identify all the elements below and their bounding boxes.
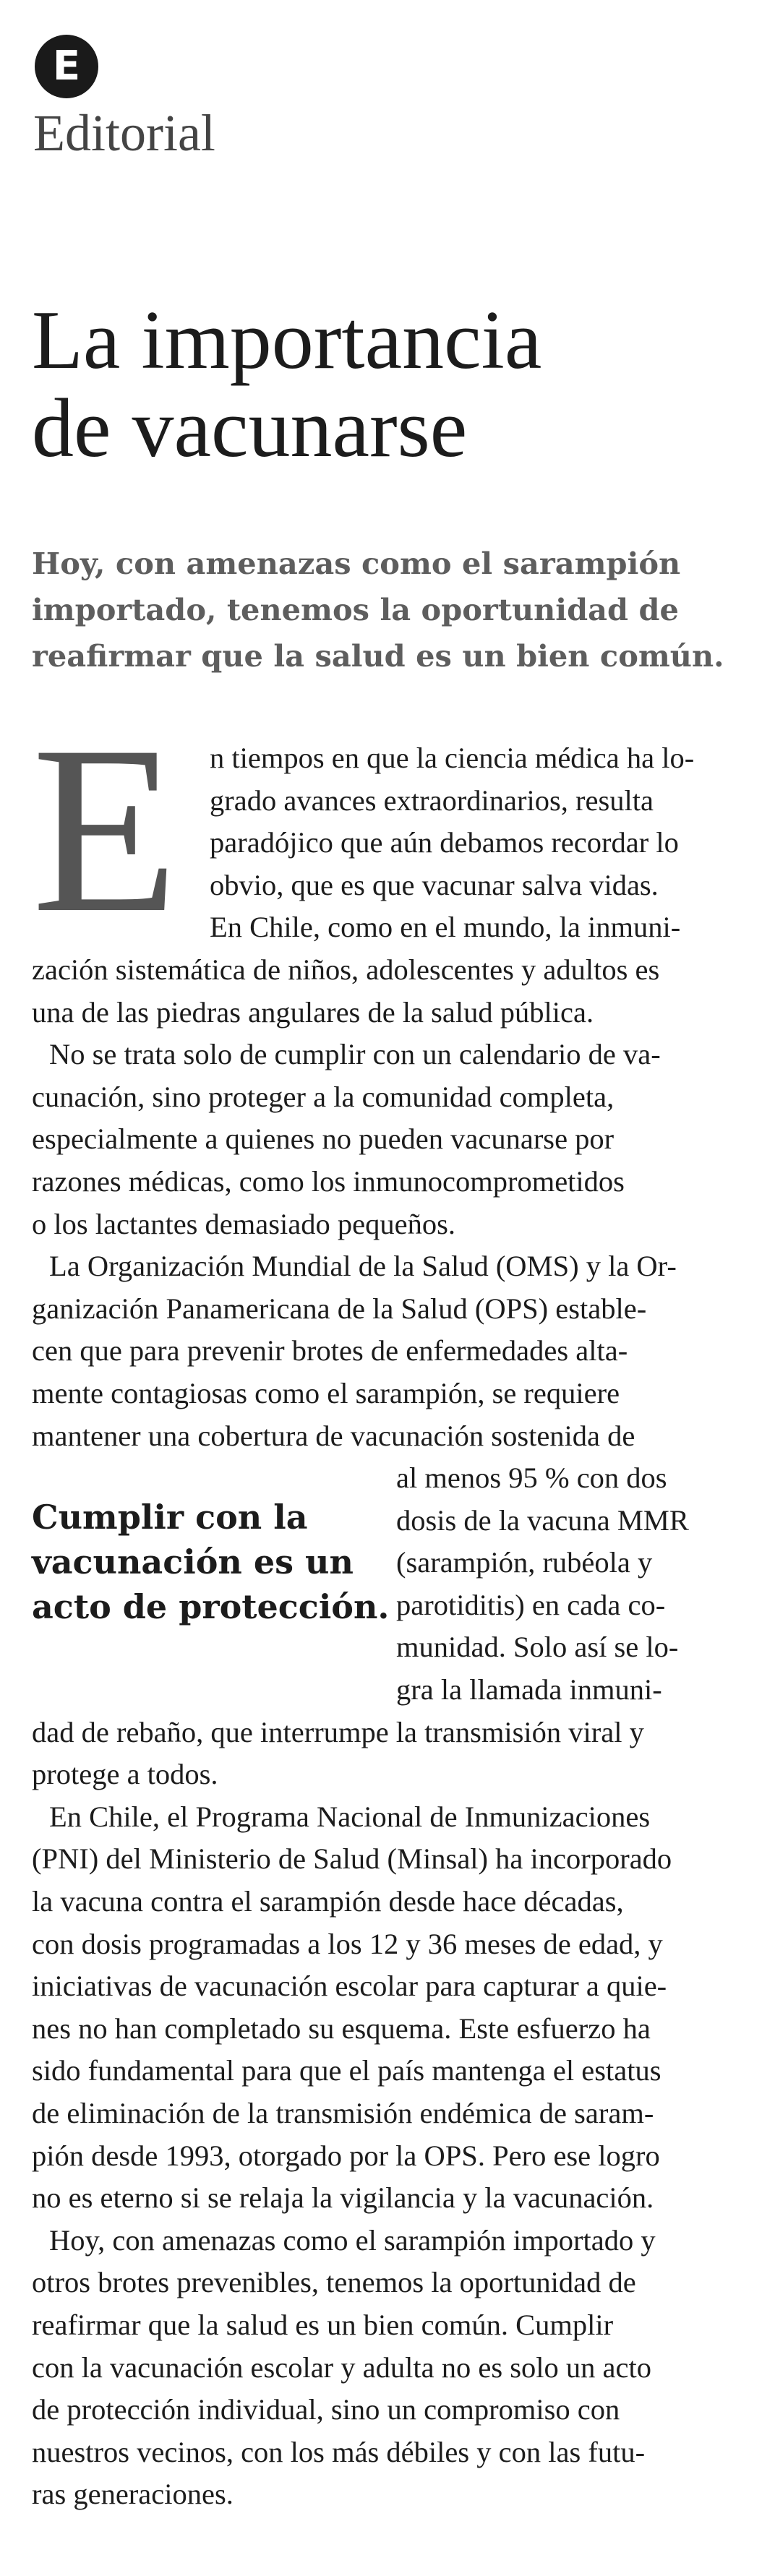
body-line: protege a todos.: [32, 1758, 218, 1791]
headline: [32, 296, 748, 473]
body-line: La Organización Mundial de la Salud (OMS) y la Or-: [49, 1250, 677, 1283]
body-line: mente contagiosas como el sarampión, se requiere: [32, 1376, 620, 1409]
dek-line: reafirmar que la salud es un bien común.: [32, 638, 724, 674]
body-line: nes no han completado su esquema. Este esfuerzo ha: [32, 2012, 651, 2045]
body-line: mantener una cobertura de vacunación sostenida de: [32, 1419, 635, 1452]
body-line: con la vacunación escolar y adulta no es solo un acto: [32, 2350, 651, 2384]
body-line: de protección individual, sino un compromiso con: [32, 2393, 620, 2426]
body-line: dad de rebaño, que interrumpe la transmisión viral y: [32, 1715, 644, 1748]
headline-line: de vacunarse: [32, 382, 468, 475]
pull-quote-line: vacunación es un: [32, 1542, 354, 1581]
body-line: iniciativas de vacunación escolar para capturar a quie-: [32, 1970, 667, 2003]
body-line: zación sistemática de niños, adolescentes y adultos es: [32, 953, 660, 986]
body-line: sido fundamental para que el país mantenga el estatus: [32, 2054, 661, 2087]
body-line: cen que para prevenir brotes de enfermedades alta-: [32, 1334, 628, 1368]
dek-line: Hoy, con amenazas como el sarampión: [32, 546, 681, 581]
pull-quote-line: Cumplir con la: [32, 1498, 308, 1537]
body-line: gra la llamada inmuni-: [396, 1673, 662, 1706]
body-line: No se trata solo de cumplir con un calendario de va-: [49, 1038, 661, 1071]
body-line: razones médicas, como los inmunocomprometidos: [32, 1164, 625, 1198]
body-line: no es eterno si se relaja la vigilancia y la vacunación.: [32, 2181, 654, 2215]
body-line: obvio, que es que vacunar salva vidas.: [210, 868, 659, 901]
body-line: reafirmar que la salud es un bien común. Cumplir: [32, 2308, 614, 2341]
body-line: cunación, sino proteger a la comunidad completa,: [32, 1080, 615, 1113]
body-line: otros brotes prevenibles, tenemos la oportunidad de: [32, 2266, 636, 2299]
body-line: (sarampión, rubéola y: [396, 1546, 653, 1579]
drop-cap: E: [32, 696, 179, 962]
body-line: n tiempos en que la ciencia médica ha lo-: [210, 742, 695, 774]
body-line: ras generaciones.: [32, 2478, 234, 2511]
body-line: la vacuna contra el sarampión desde hace décadas,: [32, 1885, 624, 1918]
body-line: (PNI) del Ministerio de Salud (Minsal) ha incorporado: [32, 1842, 672, 1876]
body-line: pión desde 1993, otorgado por la OPS. Pero ese logro: [32, 2139, 660, 2172]
body-line: paradójico que aún debamos recordar lo: [210, 826, 679, 859]
body-line: En Chile, como en el mundo, la inmuni-: [210, 911, 681, 944]
section-badge: E: [35, 35, 98, 98]
pull-quote-line: acto de protección.: [32, 1587, 390, 1626]
body-line: especialmente a quienes no pueden vacunarse por: [32, 1122, 615, 1156]
dek-line: importado, tenemos la oportunidad de: [32, 592, 679, 627]
headline-line: La importancia: [32, 294, 542, 387]
body-line: o los lactantes demasiado pequeños.: [32, 1207, 455, 1240]
body-line: En Chile, el Programa Nacional de Inmunizaciones: [49, 1800, 651, 1833]
section-name: Editorial: [33, 104, 215, 162]
body-line: parotiditis) en cada co-: [396, 1588, 666, 1621]
body-line: una de las piedras angulares de la salud pública.: [32, 995, 594, 1029]
dek: [32, 541, 748, 679]
article-body: [32, 696, 748, 2516]
body-line: Hoy, con amenazas como el sarampión importado y: [49, 2223, 656, 2257]
body-line: con dosis programadas a los 12 y 36 meses de edad, y: [32, 1927, 663, 1960]
body-line: munidad. Solo así se lo-: [396, 1631, 679, 1664]
body-line: dosis de la vacuna MMR: [396, 1503, 689, 1537]
body-line: al menos 95 % con dos: [396, 1461, 667, 1495]
body-line: nuestros vecinos, con los más débiles y con las futu-: [32, 2435, 646, 2468]
body-line: grado avances extraordinarios, resulta: [210, 783, 654, 817]
body-line: de eliminación de la transmisión endémica de saram-: [32, 2097, 654, 2129]
body-line: ganización Panamericana de la Salud (OPS) estable-: [32, 1292, 647, 1325]
